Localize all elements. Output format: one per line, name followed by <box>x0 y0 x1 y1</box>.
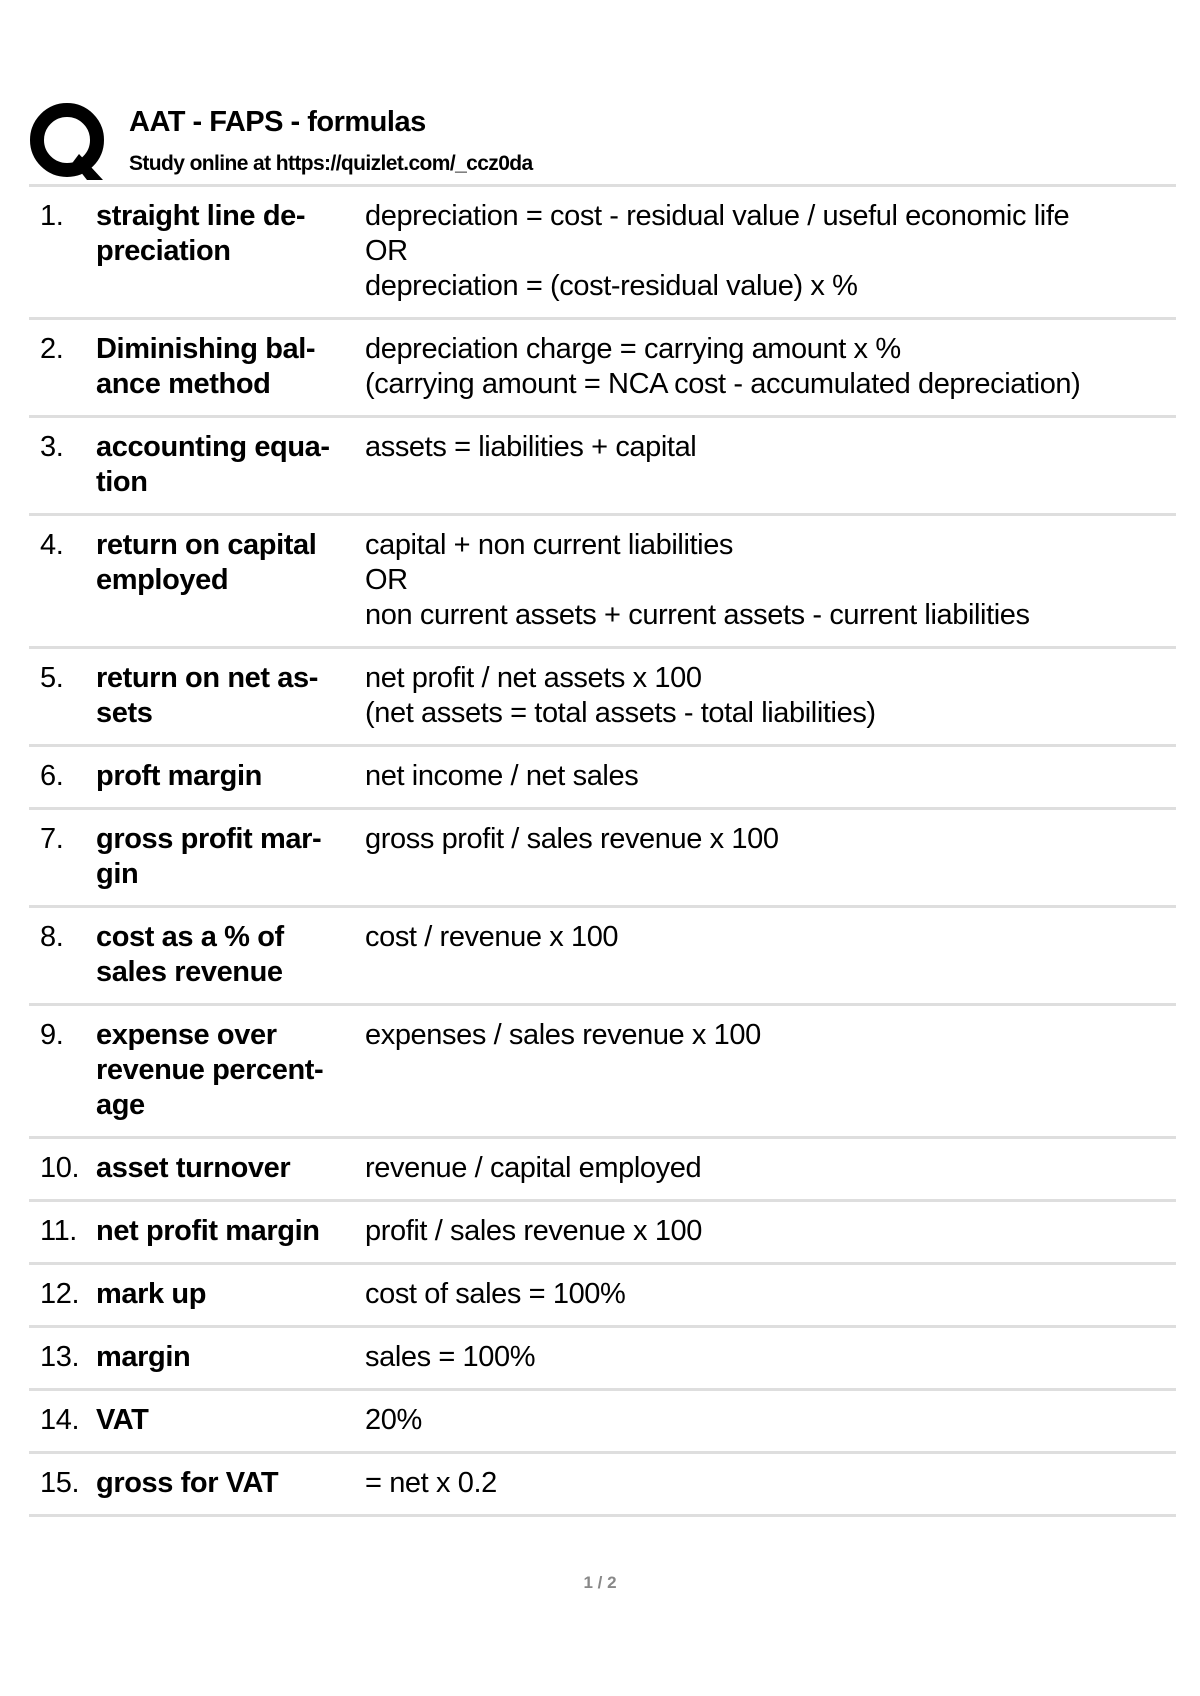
term-definition: = net x 0.2 <box>365 1467 497 1499</box>
term-definition: assets = liabilities + capital <box>365 431 697 463</box>
page-number: 1 / 2 <box>583 1573 617 1592</box>
term-row <box>29 810 1176 908</box>
term-row <box>29 1391 1176 1454</box>
term-definition: profit / sales revenue x 100 <box>365 1215 702 1247</box>
term-label: straight line de- preciation <box>96 200 306 267</box>
term-number: 5. <box>40 662 64 694</box>
term-definition: depreciation charge = carrying amount x % (carrying amount = NCA cost - accumulated depreciation) <box>365 333 1081 400</box>
set-title: AAT - FAPS - formulas <box>129 106 426 138</box>
term-label: gross for VAT <box>96 1467 279 1499</box>
term-row <box>29 1202 1176 1265</box>
term-row <box>29 1328 1176 1391</box>
term-definition: depreciation = cost - residual value / useful economic life OR depreciation = (cost-residual value) x % <box>365 200 1070 302</box>
term-number: 10. <box>40 1152 80 1184</box>
term-row <box>29 418 1176 516</box>
term-label: cost as a % of sales revenue <box>96 921 284 988</box>
term-number: 15. <box>40 1467 80 1499</box>
term-label: return on capital employed <box>96 529 317 596</box>
term-row <box>29 516 1176 649</box>
term-label: return on net as- sets <box>96 662 318 729</box>
term-label: VAT <box>96 1404 149 1436</box>
term-definition: 20% <box>365 1404 422 1436</box>
term-label: asset turnover <box>96 1152 291 1184</box>
term-definition: net income / net sales <box>365 760 639 792</box>
sheet-header <box>29 96 1176 187</box>
term-number: 2. <box>40 333 64 365</box>
term-number: 14. <box>40 1404 80 1436</box>
term-number: 12. <box>40 1278 80 1310</box>
term-definition: capital + non current liabilities OR non current assets + current assets - current liabilities <box>365 529 1030 631</box>
term-list <box>29 187 1176 1517</box>
term-number: 7. <box>40 823 64 855</box>
term-definition: revenue / capital employed <box>365 1152 702 1184</box>
term-label: net profit margin <box>96 1215 320 1247</box>
flashcard-sheet <box>29 96 1176 1517</box>
term-row <box>29 320 1176 418</box>
term-number: 11. <box>40 1215 77 1247</box>
term-row <box>29 747 1176 810</box>
term-number: 1. <box>40 200 64 232</box>
term-definition: cost / revenue x 100 <box>365 921 619 953</box>
term-number: 4. <box>40 529 64 561</box>
term-definition: sales = 100% <box>365 1341 536 1373</box>
term-number: 8. <box>40 921 64 953</box>
term-definition: net profit / net assets x 100 (net assets = total assets - total liabilities) <box>365 662 876 729</box>
term-row <box>29 1139 1176 1202</box>
term-label: accounting equa- tion <box>96 431 330 498</box>
term-definition: gross profit / sales revenue x 100 <box>365 823 779 855</box>
term-row <box>29 649 1176 747</box>
term-number: 3. <box>40 431 64 463</box>
term-number: 6. <box>40 760 64 792</box>
term-definition: expenses / sales revenue x 100 <box>365 1019 761 1051</box>
term-label: margin <box>96 1341 191 1373</box>
term-row <box>29 1265 1176 1328</box>
term-row <box>29 1454 1176 1517</box>
term-label: expense over revenue percent- age <box>96 1019 324 1121</box>
term-label: proft margin <box>96 760 262 792</box>
study-online-link[interactable]: Study online at https://quizlet.com/_ccz0da <box>129 152 533 175</box>
term-number: 13. <box>40 1341 80 1373</box>
term-row <box>29 187 1176 320</box>
term-row <box>29 1006 1176 1139</box>
quizlet-logo-icon <box>29 102 109 182</box>
term-label: gross profit mar- gin <box>96 823 322 890</box>
term-label: Diminishing bal- ance method <box>96 333 316 400</box>
term-number: 9. <box>40 1019 64 1051</box>
term-definition: cost of sales = 100% <box>365 1278 626 1310</box>
term-label: mark up <box>96 1278 207 1310</box>
term-row <box>29 908 1176 1006</box>
